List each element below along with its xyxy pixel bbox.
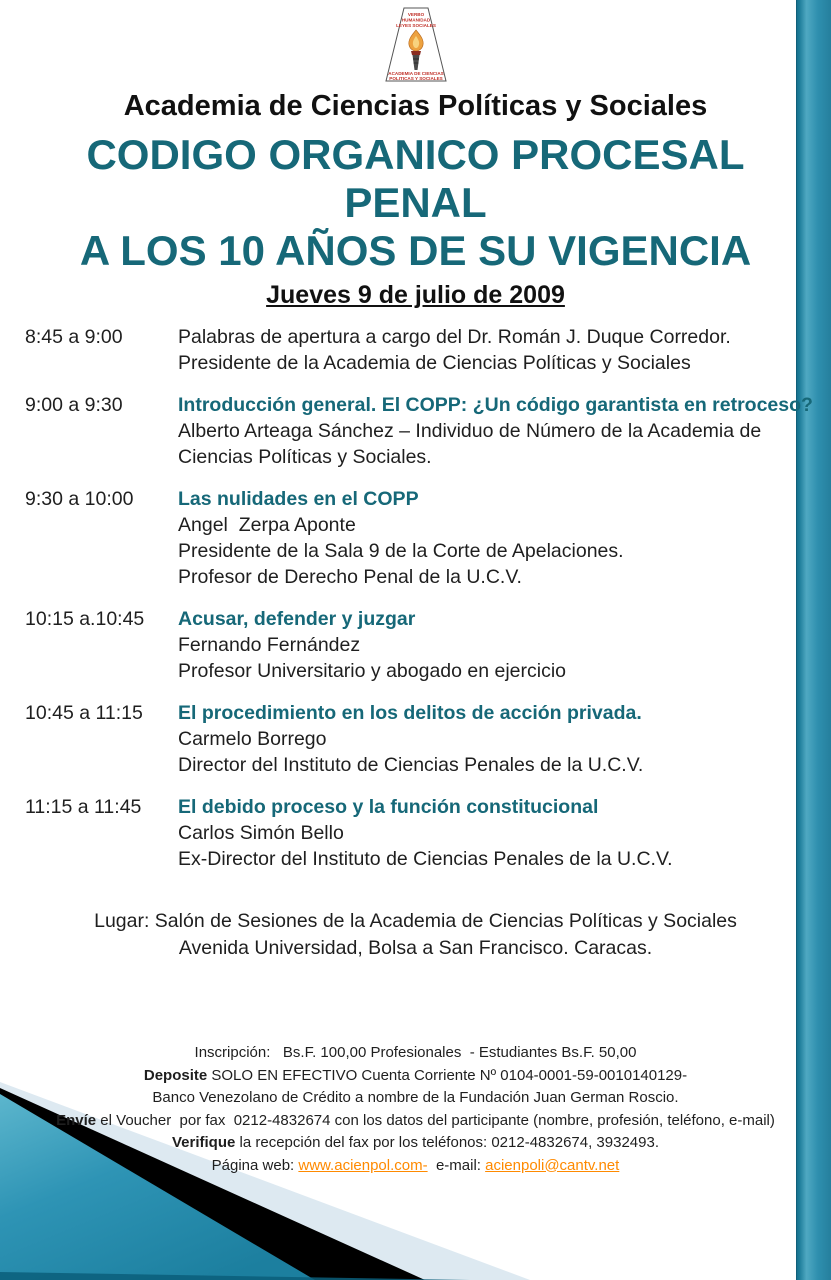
institution-title: Academia de Ciencias Políticas y Sociales: [123, 90, 708, 122]
logo-caption-line2: POLITICAS Y SOCIALES: [388, 76, 443, 81]
location-line2: Avenida Universidad, Bolsa a San Francisco. Caracas.: [178, 937, 653, 959]
session-line: Carlos Simón Bello: [178, 822, 344, 844]
event-title: [0, 131, 831, 275]
time-label: 9:30 a 10:00: [25, 488, 134, 510]
session-title: El debido proceso y la función constitucional: [178, 796, 599, 818]
send-line: [0, 1110, 831, 1133]
session-line: Profesor de Derecho Penal de la U.C.V.: [178, 566, 522, 588]
schedule-row: [25, 486, 831, 590]
logo-caption-line1: ACADEMIA DE CIENCIAS: [387, 71, 444, 76]
bank-line: Banco Venezolano de Crédito a nombre de la Fundación Juan German Roscio.: [152, 1089, 679, 1106]
session-title: Las nulidades en el COPP: [178, 488, 419, 510]
logo-motto-line1: VERBO: [407, 12, 424, 17]
logo-motto-line3: LEYES SOCIALES: [395, 23, 436, 28]
torch-cup: [411, 51, 421, 55]
time-label: 11:15 a 11:45: [25, 796, 142, 818]
deposit-keyword: Deposite: [143, 1066, 208, 1084]
session-line: Presidente de la Academia de Ciencias Políticas y Sociales: [178, 352, 691, 374]
verify-text: la recepción del fax por los teléfonos: 0212-4832674, 3932493.: [235, 1134, 659, 1151]
event-title-line2: PENAL: [344, 179, 487, 226]
time-label: 10:45 a 11:15: [25, 702, 143, 724]
session-line: Ciencias Políticas y Sociales.: [178, 446, 432, 468]
event-title-line3: A LOS 10 AÑOS DE SU VIGENCIA: [79, 227, 752, 274]
session-line: Alberto Arteaga Sánchez – Individuo de Número de la Academia de: [178, 420, 762, 442]
session-line: Profesor Universitario y abogado en ejercicio: [178, 660, 567, 682]
send-text: el Voucher por fax 0212-4832674 con los datos del participante (nombre, profesión, teléfono, e-mail): [96, 1111, 775, 1129]
session-details: [178, 392, 813, 470]
location-block: [0, 908, 831, 962]
web-label: Página web:: [211, 1156, 299, 1174]
schedule-row: [25, 324, 831, 376]
session-line: Director del Instituto de Ciencias Penales de la U.C.V.: [178, 754, 644, 776]
session-title: El procedimiento en los delitos de acción privada.: [178, 702, 642, 724]
logo-container: [0, 0, 831, 84]
session-title: Acusar, defender y juzgar: [178, 608, 416, 630]
inscription-line: Inscripción: Bs.F. 100,00 Profesionales - Estudiantes Bs.F. 50,00: [194, 1044, 637, 1061]
website-link[interactable]: www.acienpol.com-: [298, 1156, 428, 1174]
session-line: Fernando Fernández: [178, 634, 361, 656]
session-details: [178, 324, 731, 376]
session-details: [178, 700, 643, 778]
schedule-row: [25, 606, 831, 684]
schedule-row: [25, 392, 831, 470]
deposit-text: SOLO EN EFECTIVO Cuenta Corriente Nº 0104-0001-59-0010140129-: [207, 1066, 688, 1084]
session-details: [178, 606, 566, 684]
verify-line: [0, 1132, 831, 1155]
session-line: Angel Zerpa Aponte: [178, 514, 356, 536]
session-line: Ex-Director del Instituto de Ciencias Penales de la U.C.V.: [178, 848, 673, 870]
send-keyword: Envíe: [56, 1111, 97, 1129]
email-link[interactable]: acienpoli@cantv.net: [485, 1156, 620, 1174]
session-details: [178, 794, 673, 872]
event-title-line1: CODIGO ORGANICO PROCESAL: [86, 131, 745, 178]
registration-block: [0, 1042, 831, 1177]
logo-motto-line2: HUMANIDAD: [401, 17, 430, 23]
time-label: 10:15 a.10:45: [25, 608, 145, 630]
deposit-line: [0, 1065, 831, 1088]
session-line: Carmelo Borrego: [178, 728, 327, 750]
time-label: 8:45 a 9:00: [25, 326, 123, 348]
location-line1: Lugar: Salón de Sesiones de la Academia de Ciencias Políticas y Sociales: [94, 910, 737, 932]
schedule: [0, 324, 831, 872]
time-label: 9:00 a 9:30: [25, 394, 123, 416]
email-label: e-mail:: [427, 1156, 486, 1174]
verify-keyword: Verifique: [172, 1134, 236, 1151]
session-line: Palabras de apertura a cargo del Dr. Román J. Duque Corredor.: [178, 326, 731, 348]
session-title: Introducción general. El COPP: ¿Un código garantista en retroceso?: [178, 394, 813, 416]
session-line: Presidente de la Sala 9 de la Corte de Apelaciones.: [178, 540, 624, 562]
torch-logo-icon: [367, 6, 465, 84]
event-date: Jueves 9 de julio de 2009: [266, 281, 565, 309]
schedule-row: [25, 700, 831, 778]
session-details: [178, 486, 624, 590]
schedule-row: [25, 794, 831, 872]
contact-line: [0, 1155, 831, 1178]
